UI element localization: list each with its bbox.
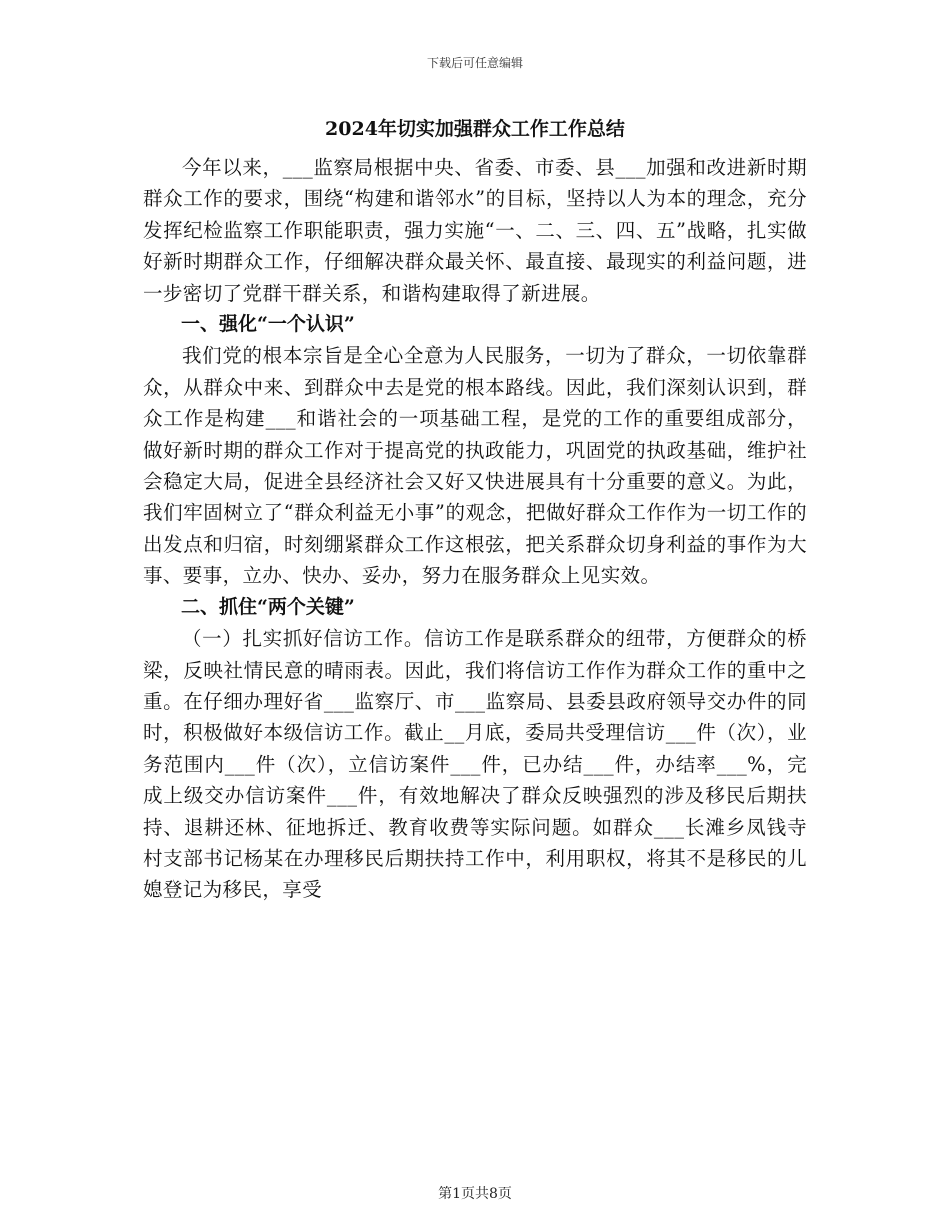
intro-paragraph: 今年以来，___监察局根据中央、省委、市委、县___加强和改进新时期群众工作的要求，围绕“构建和谐邻水”的目标，坚持以人为本的理念，充分发挥纪检监察工作职能职责，强力实施“一、二、三、四、五”战略，扎实做好新时期群众工作，仔细解决群众最关怀、最直接、最现实的利益问题，进一步密切了党群干群关系，和谐构建取得了新进展。 [143,156,807,305]
page-header-note: 下载后可任意编辑 [426,56,523,70]
document-title: 2024年切实加强群众工作工作总结 [325,118,625,140]
section-1-paragraph: 我们党的根本宗旨是全心全意为人民服务，一切为了群众，一切依靠群众，从群众中来、到群众中去是党的根本路线。因此，我们深刻认识到，群众工作是构建___和谐社会的一项基础工程，是党的工作的重要组成部分，做好新时期的群众工作对于提高党的执政能力，巩固党的执政基础，维护社会稳定大局，促进全县经济社会又好又快进展具有十分重要的意义。为此，我们牢固树立了“群众利益无小事”的观念，把做好群众工作作为一切工作的出发点和归宿，时刻绷紧群众工作这根弦，把关系群众切身利益的事作为大事、要事，立办、快办、妥办，努力在服务群众上见实效。 [143,344,807,588]
section-heading-1: 一、强化“一个认识” [181,313,355,336]
section-2-paragraph: （一）扎实抓好信访工作。信访工作是联系群众的纽带，方便群众的桥梁，反映社情民意的晴雨表。因此，我们将信访工作作为群众工作的重中之重。在仔细办理好省___监察厅、市___监察局、县委县政府领导交办件的同时，积极做好本级信访工作。截止__月底，委局共受理信访___件（次），业务范围内___件（次），立信访案件___件，已办结___件，办结率___%，完成上级交办信访案件___件，有效地解决了群众反映强烈的涉及移民后期扶持、退耕还林、征地拆迁、教育收费等实际问题。如群众___长滩乡凤钱寺村支部书记杨某在办理移民后期扶持工作中，利用职权，将其不是移民的儿媳登记为移民，享受 [143,627,807,902]
page-number-footer: 第1页共8页 [438,1186,512,1202]
document-body [143,114,807,906]
section-heading-2: 二、抓住“两个关键” [181,595,355,618]
